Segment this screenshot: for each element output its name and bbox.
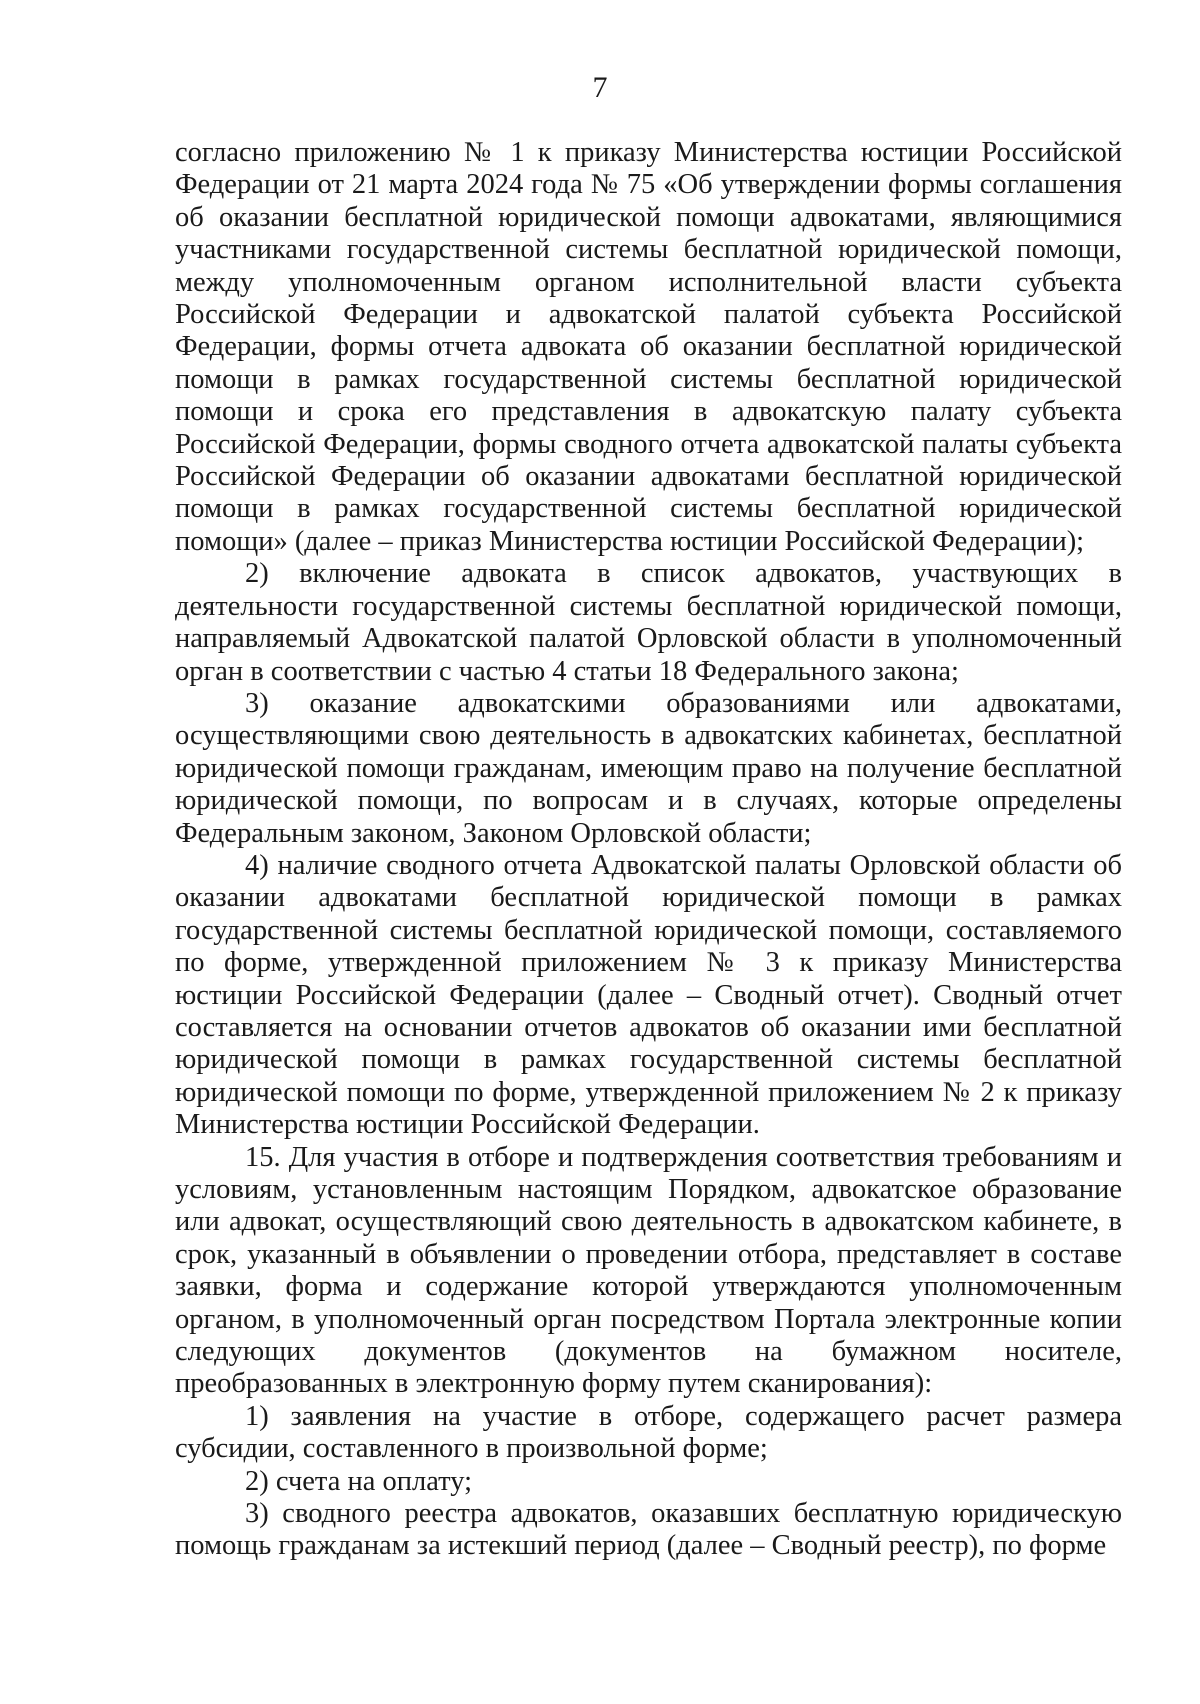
document-body <box>175 137 1122 1563</box>
paragraph-item-3: 3) оказание адвокатскими образованиями или адвокатами, осуществляющими свою деятельность в адвокатских кабинетах, бесплатной юридической помощи гражданам, имеющим право на получение бесплатной юридической помощи, по вопросам и в случаях, которые определены Федеральным законом, Законом Орловской области; <box>175 687 1122 849</box>
paragraph-section-15: 15. Для участия в отборе и подтверждения соответствия требованиям и условиям, установленным настоящим Порядком, адвокатское образование или адвокат, осуществляющий свою деятельность в адвокатском кабинете, в срок, указанный в объявлении о проведении отбора, представляет в составе заявки, форма и содержание которой утверждаются уполномоченным органом, в уполномоченный орган посредством Портала электронные копии следующих документов (документов на бумажном носителе, преобразованных в электронную форму путем сканирования): <box>175 1141 1122 1400</box>
paragraph-subitem-3: 3) сводного реестра адвокатов, оказавших бесплатную юридическую помощь гражданам за истекший период (далее – Сводный реестр), по форме <box>175 1498 1122 1562</box>
paragraph-subitem-2: 2) счета на оплату; <box>245 1465 473 1497</box>
paragraph-item-2: 2) включение адвоката в список адвокатов, участвующих в деятельности государственной системы бесплатной юридической помощи, направляемый Адвокатской палатой Орловской области в уполномоченный орган в соответствии с частью 4 статьи 18 Федерального закона; <box>175 558 1122 687</box>
paragraph-item-4: 4) наличие сводного отчета Адвокатской палаты Орловской области об оказании адвокатами бесплатной юридической помощи в рамках государственной системы бесплатной юридической помощи, составляемого по форме, утвержденной приложением № 3 к приказу Министерства юстиции Российской Федерации (далее – Сводный отчет). Сводный отчет составляется на основании отчетов адвокатов об оказании ими бесплатной юридической помощи в рамках государственной системы бесплатной юридической помощи по форме, утвержденной приложением № 2 к приказу Министерства юстиции Российской Федерации. <box>175 849 1122 1141</box>
paragraph-subitem-1: 1) заявления на участие в отборе, содержащего расчет размера субсидии, составленного в произвольной форме; <box>175 1400 1122 1465</box>
page-number: 7 <box>592 71 608 104</box>
paragraph-continuation: согласно приложению № 1 к приказу Министерства юстиции Российской Федерации от 21 марта 2024 года № 75 «Об утверждении формы соглашения об оказании бесплатной юридической помощи адвокатами, являющимися участниками государственной системы бесплатной юридической помощи, между уполномоченным органом исполнительной власти субъекта Российской Федерации и адвокатской палатой субъекта Российской Федерации, формы отчета адвоката об оказании бесплатной юридической помощи в рамках государственной системы бесплатной юридической помощи и срока его представления в адвокатскую палату субъекта Российской Федерации, формы сводного отчета адвокатской палаты субъекта Российской Федерации об оказании адвокатами бесплатной юридической помощи в рамках государственной системы бесплатной юридической помощи» (далее – приказ Министерства юстиции Российской Федерации); <box>175 137 1122 557</box>
